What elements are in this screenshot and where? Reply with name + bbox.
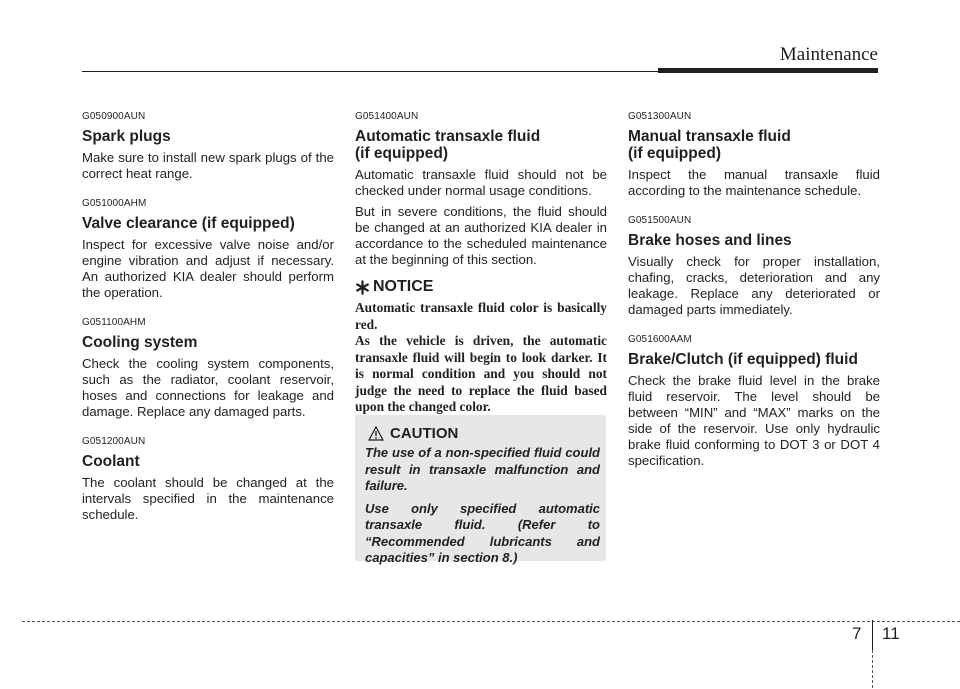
caution-text: The use of a non-specified fluid could result in transaxle malfunction and failure.	[365, 445, 600, 493]
section-heading: Cooling system	[82, 334, 198, 351]
caution-heading	[368, 425, 600, 442]
section-code: G051200AUN	[82, 436, 146, 447]
header-rule-thick	[658, 68, 878, 73]
caution-text: Use only specified automatic transaxle fluid. (Refer to “Recommended lubricants and capacities” in section 8.)	[365, 500, 600, 565]
section-heading-line-1: Manual transaxle fluid	[628, 128, 791, 145]
notice-title: NOTICE	[373, 278, 434, 295]
section-brake-clutch-fluid	[628, 334, 880, 469]
section-code: G051100AHM	[82, 317, 146, 328]
footer-rule	[22, 621, 960, 622]
section-code: G051300AUN	[628, 111, 692, 122]
section-heading: Spark plugs	[82, 128, 171, 145]
warning-triangle-icon	[368, 426, 384, 441]
section-paragraph: Check the brake fluid level in the brake fluid reservoir. The level should be between “MIN” and “MAX” marks on the side of the reservoir. Use only hydraulic brake fluid conforming to DOT 3 or DOT 4 specification.	[628, 373, 880, 468]
notice-star-icon	[355, 280, 370, 295]
section-valve-clearance	[82, 198, 334, 301]
section-paragraph: Visually check for proper installation, chafing, cracks, deterioration and any leakage. Replace any deteriorated or damaged parts immediately.	[628, 254, 880, 317]
notice-block	[355, 278, 607, 416]
section-heading: Brake hoses and lines	[628, 232, 792, 249]
section-cooling-system	[82, 317, 334, 420]
section-heading-line-1: Automatic transaxle fluid	[355, 128, 541, 145]
notice-heading	[355, 278, 607, 296]
section-heading	[355, 128, 607, 162]
section-heading-line-2: (if equipped)	[628, 145, 721, 162]
caution-box	[355, 415, 606, 565]
header-rule	[82, 71, 662, 72]
section-automatic-transaxle-fluid	[355, 111, 607, 268]
section-code: G051500AUN	[628, 215, 692, 226]
section-paragraph: Check the cooling system components, such as the radiator, coolant reservoir, hoses and connections for leakage and damage. Replace any damaged parts.	[82, 356, 334, 419]
section-coolant	[82, 436, 334, 523]
column-1	[82, 111, 334, 539]
section-paragraph: Inspect for excessive valve noise and/or engine vibration and adjust if necessary. An authorized KIA dealer should perform the operation.	[82, 237, 334, 300]
section-paragraph: The coolant should be changed at the intervals specified in the maintenance schedule.	[82, 475, 334, 522]
section-paragraph: Inspect the manual transaxle fluid according to the maintenance schedule.	[628, 167, 880, 198]
section-code: G050900AUN	[82, 111, 146, 122]
footer-tick	[872, 650, 874, 688]
section-heading-line-2: (if equipped)	[355, 145, 448, 162]
section-spark-plugs	[82, 111, 334, 182]
section-heading: Valve clearance (if equipped)	[82, 215, 295, 232]
notice-text: Automatic transaxle fluid color is basically red.	[355, 300, 607, 332]
section-code: G051600AAM	[628, 334, 692, 345]
section-brake-hoses	[628, 215, 880, 318]
section-paragraph: But in severe conditions, the fluid should be changed at an authorized KIA dealer in accordance to the scheduled maintenance at the beginning of this section.	[355, 204, 607, 267]
section-paragraph: Automatic transaxle fluid should not be checked under normal usage conditions.	[355, 167, 607, 198]
page-number-divider	[872, 620, 873, 650]
notice-text: As the vehicle is driven, the automatic transaxle fluid will begin to look darker. It is normal condition and you should not judge the need to replace the fluid based upon the changed color.	[355, 333, 607, 414]
section-heading: Coolant	[82, 453, 140, 470]
page-header-title: Maintenance	[779, 44, 878, 65]
chapter-number: 7	[852, 624, 862, 643]
section-paragraph: Make sure to install new spark plugs of the correct heat range.	[82, 150, 334, 181]
section-heading: Brake/Clutch (if equipped) fluid	[628, 351, 858, 368]
page-number: 11	[882, 624, 900, 643]
section-manual-transaxle-fluid	[628, 111, 880, 199]
section-code: G051000AHM	[82, 198, 147, 209]
caution-title: CAUTION	[390, 425, 459, 442]
section-heading	[628, 128, 880, 162]
column-3	[628, 111, 880, 485]
column-2	[355, 111, 607, 416]
section-code: G051400AUN	[355, 111, 419, 122]
